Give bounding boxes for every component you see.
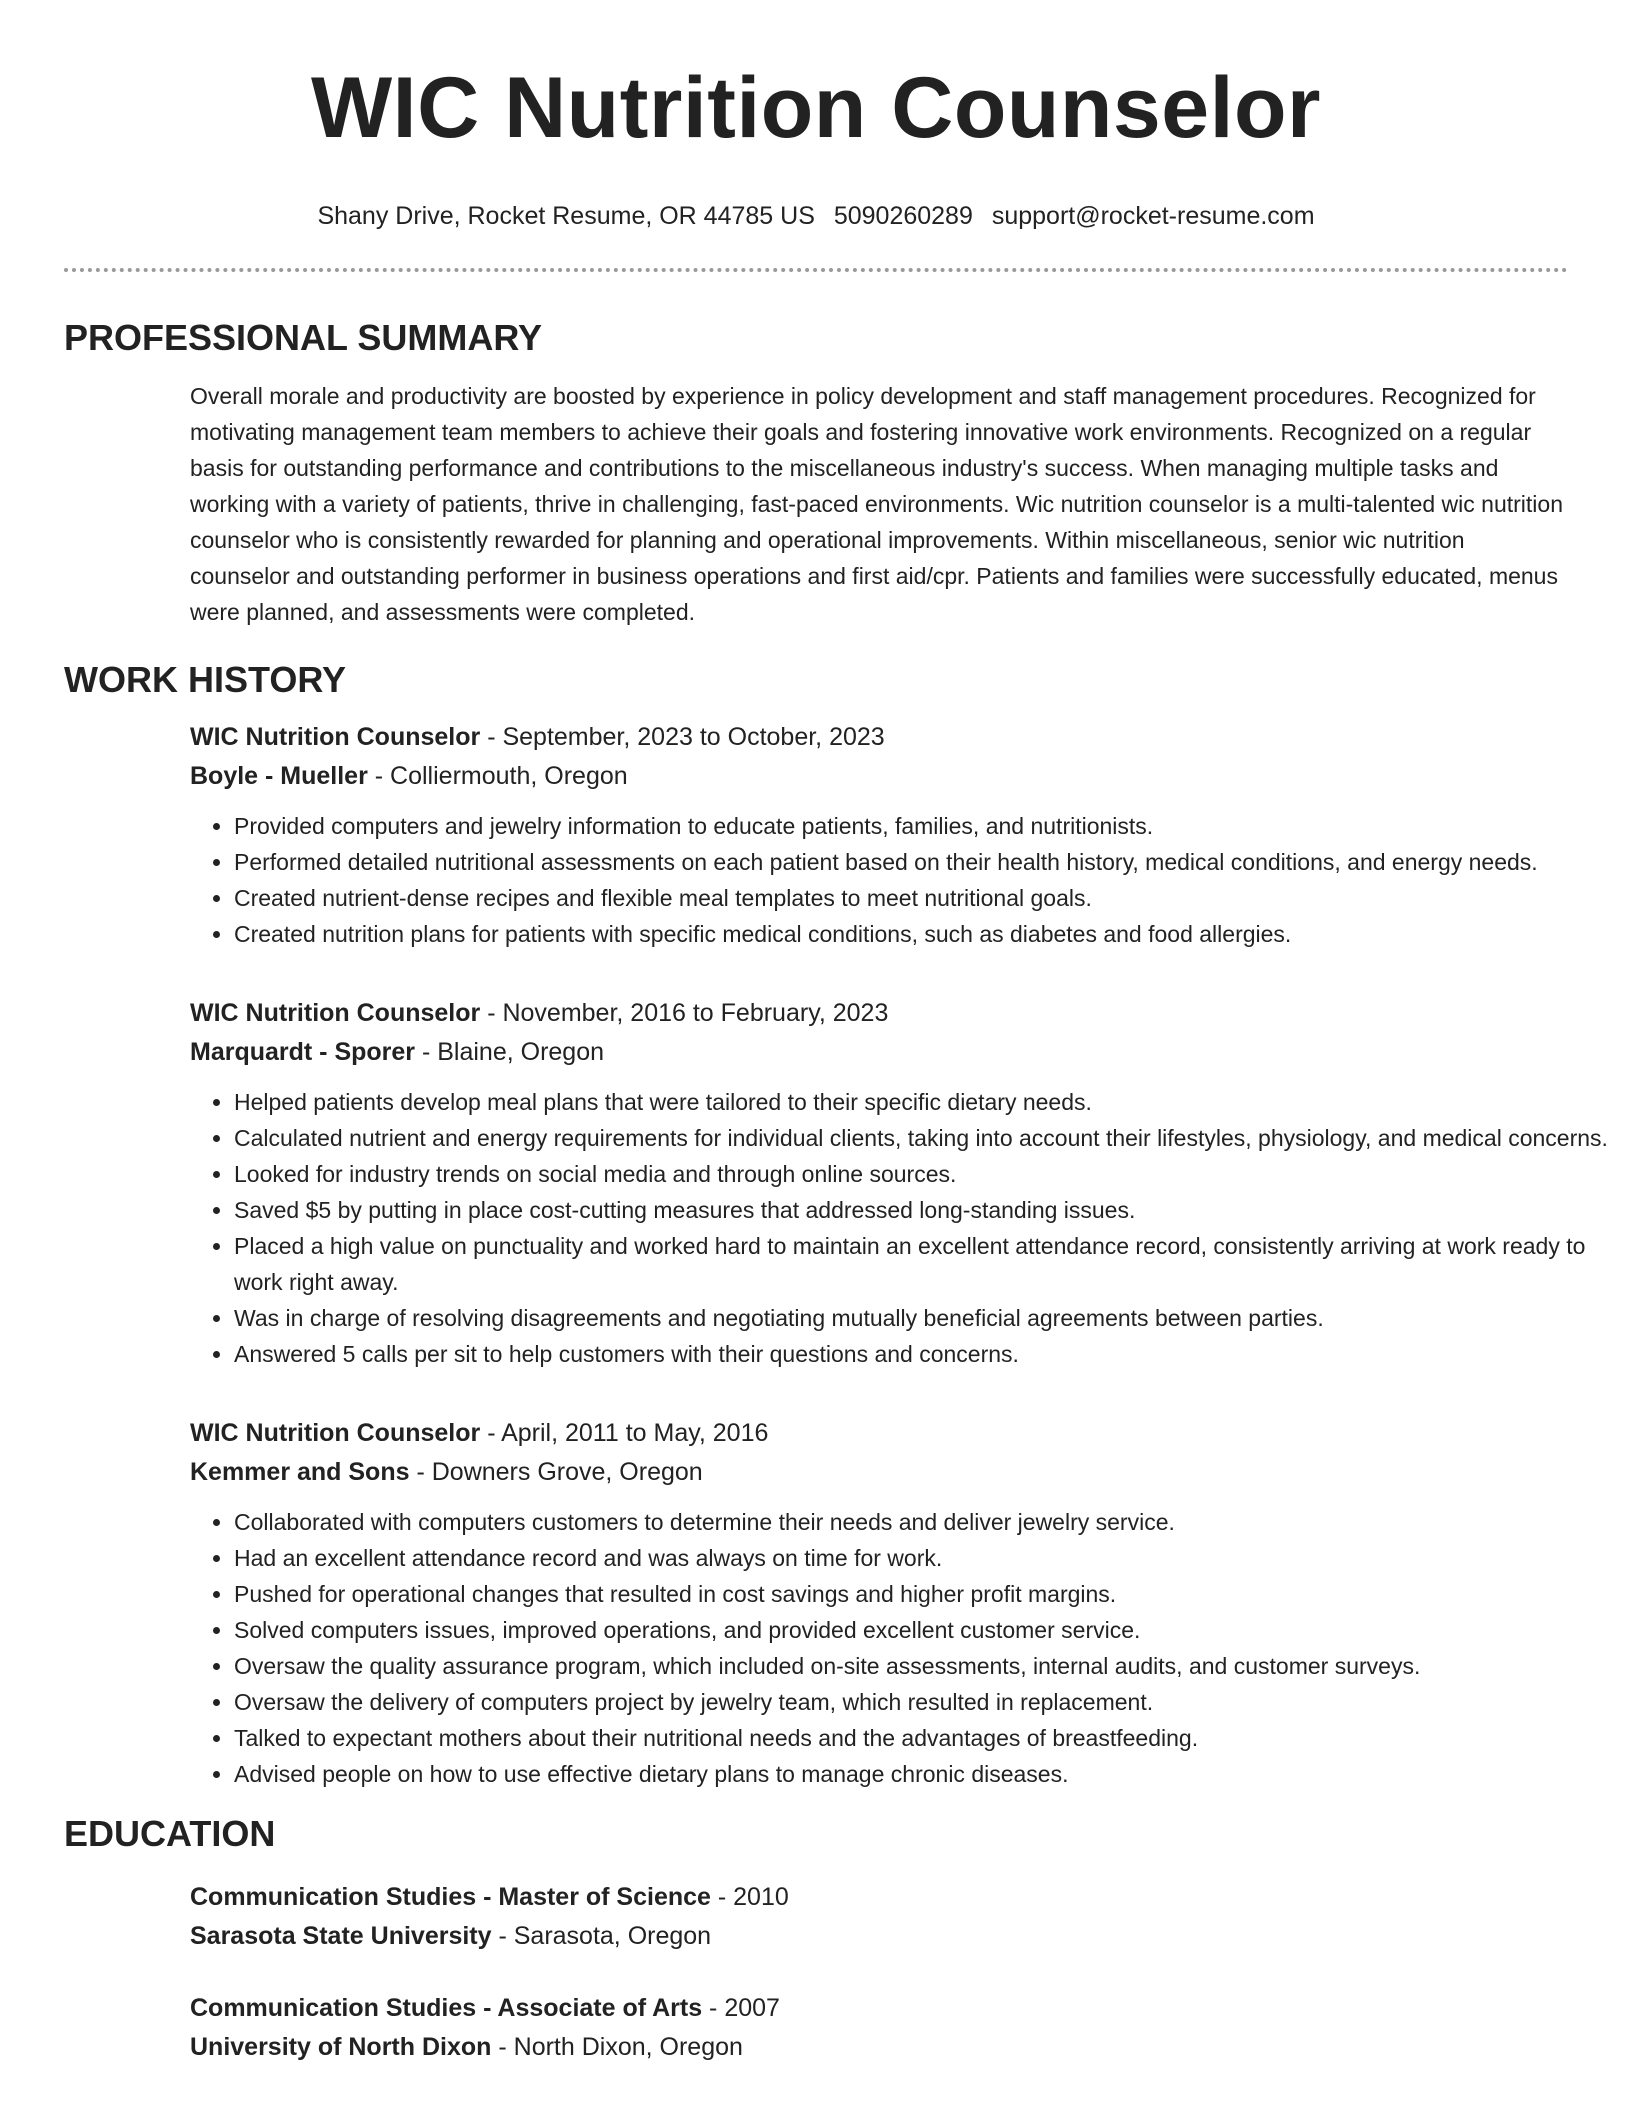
school-line <box>190 1917 1568 1956</box>
job-role: WIC Nutrition Counselor <box>190 1419 481 1447</box>
job-entry <box>190 994 1608 1372</box>
school: University of North Dixon <box>190 2033 492 2061</box>
job-location: - Blaine, Oregon <box>415 1038 605 1066</box>
job-company-line <box>190 1453 1568 1492</box>
job-bullet: • Created nutrient-dense recipes and flexible meal templates to meet nutritional goals. <box>234 880 1614 916</box>
contact-phone: 5090260289 <box>833 202 973 230</box>
contact-address: Shany Drive, Rocket Resume, OR 44785 US <box>317 202 815 230</box>
header-divider <box>64 268 1568 272</box>
contact-line <box>64 200 1568 232</box>
job-bullet: • Oversaw the delivery of computers project by jewelry team, which resulted in replacement. <box>234 1684 1614 1720</box>
resume-page <box>64 0 1608 2067</box>
job-company: Boyle - Mueller <box>190 762 368 790</box>
job-bullet: • Had an excellent attendance record and was always on time for work. <box>234 1540 1614 1576</box>
degree-year: - 2010 <box>710 1883 789 1911</box>
job-bullet: • Solved computers issues, improved operations, and provided excellent customer service. <box>234 1612 1614 1648</box>
job-role: WIC Nutrition Counselor <box>190 723 481 751</box>
degree: Communication Studies - Master of Science <box>190 1883 711 1911</box>
job-bullet: • Helped patients develop meal plans that were tailored to their specific dietary needs. <box>234 1084 1614 1120</box>
job-bullet: • Saved $5 by putting in place cost-cutting measures that addressed long-standing issues. <box>234 1192 1614 1228</box>
education-heading: EDUCATION <box>64 1813 276 1854</box>
job-location: - Downers Grove, Oregon <box>409 1458 703 1486</box>
job-title-line <box>190 1414 1568 1453</box>
job-title-line <box>190 994 1568 1033</box>
job-entry <box>190 1414 1568 1792</box>
education-list <box>190 1878 1568 2067</box>
job-location: - Colliermouth, Oregon <box>367 762 628 790</box>
job-bullet: • Oversaw the quality assurance program, which included on-site assessments, internal audits, and customer surveys. <box>234 1648 1614 1684</box>
education-entry <box>190 1989 1568 2067</box>
work-history-list <box>190 718 1608 1792</box>
candidate-name: WIC Nutrition Counselor <box>311 60 1321 156</box>
job-title-line <box>190 718 1568 757</box>
job-bullets <box>190 808 1614 952</box>
job-bullet: • Answered 5 calls per sit to help customers with their questions and concerns. <box>234 1336 1614 1372</box>
job-company: Marquardt - Sporer <box>190 1038 416 1066</box>
job-bullet: • Calculated nutrient and energy requirements for individual clients, taking into account their lifestyles, physiology, and medical concerns. <box>234 1120 1614 1156</box>
contact-email: support@rocket-resume.com <box>991 202 1315 230</box>
job-bullet: • Provided computers and jewelry information to educate patients, families, and nutritionists. <box>234 808 1614 844</box>
job-bullet: • Talked to expectant mothers about their nutritional needs and the advantages of breastfeeding. <box>234 1720 1614 1756</box>
degree-line <box>190 1878 1568 1917</box>
job-dates: - September, 2023 to October, 2023 <box>480 723 885 751</box>
job-bullet: • Was in charge of resolving disagreements and negotiating mutually beneficial agreements between parties. <box>234 1300 1614 1336</box>
job-dates: - April, 2011 to May, 2016 <box>480 1419 769 1447</box>
job-role: WIC Nutrition Counselor <box>190 999 481 1027</box>
job-bullet: • Collaborated with computers customers to determine their needs and deliver jewelry service. <box>234 1504 1614 1540</box>
job-bullet: • Created nutrition plans for patients with specific medical conditions, such as diabetes and food allergies. <box>234 916 1614 952</box>
job-bullet: • Looked for industry trends on social media and through online sources. <box>234 1156 1614 1192</box>
degree-year: - 2007 <box>702 1994 780 2022</box>
job-bullet: • Placed a high value on punctuality and worked hard to maintain an excellent attendance record, consistently arriving at work ready to work right away. <box>234 1228 1614 1300</box>
job-company-line <box>190 757 1568 796</box>
work-history-heading: WORK HISTORY <box>64 659 347 700</box>
job-bullets <box>190 1084 1614 1372</box>
school: Sarasota State University <box>190 1922 492 1950</box>
school-location: - Sarasota, Oregon <box>491 1922 712 1950</box>
job-company: Kemmer and Sons <box>190 1458 410 1486</box>
degree: Communication Studies - Associate of Arts <box>190 1994 703 2022</box>
job-bullet: • Performed detailed nutritional assessments on each patient based on their health history, medical conditions, and energy needs. <box>234 844 1614 880</box>
job-bullet: • Pushed for operational changes that resulted in cost savings and higher profit margins. <box>234 1576 1614 1612</box>
education-entry <box>190 1878 1568 1956</box>
summary-heading: PROFESSIONAL SUMMARY <box>64 317 543 358</box>
school-line <box>190 2028 1568 2067</box>
job-bullets <box>190 1504 1614 1792</box>
job-company-line <box>190 1033 1568 1072</box>
school-location: - North Dixon, Oregon <box>491 2033 743 2061</box>
job-dates: - November, 2016 to February, 2023 <box>480 999 889 1027</box>
job-bullet: • Advised people on how to use effective dietary plans to manage chronic diseases. <box>234 1756 1614 1792</box>
summary-text: Overall morale and productivity are boosted by experience in policy development and staff management procedures. Recognized for motivating management team members to achieve their goals and fostering innovative work environments. Recognized on a regular basis for outstanding performance and contributions to the miscellaneous industry's success. When managing multiple tasks and working with a variety of patients, thrive in challenging, fast-paced environments. Wic nutrition counselor is a multi-talented wic nutrition counselor who is consistently rewarded for planning and operational improvements. Within miscellaneous, senior wic nutrition counselor and outstanding performer in business operations and first aid/cpr. Patients and families were successfully educated, menus were planned, and assessments were completed. <box>190 383 1563 625</box>
job-entry <box>190 718 1568 952</box>
degree-line <box>190 1989 1568 2028</box>
